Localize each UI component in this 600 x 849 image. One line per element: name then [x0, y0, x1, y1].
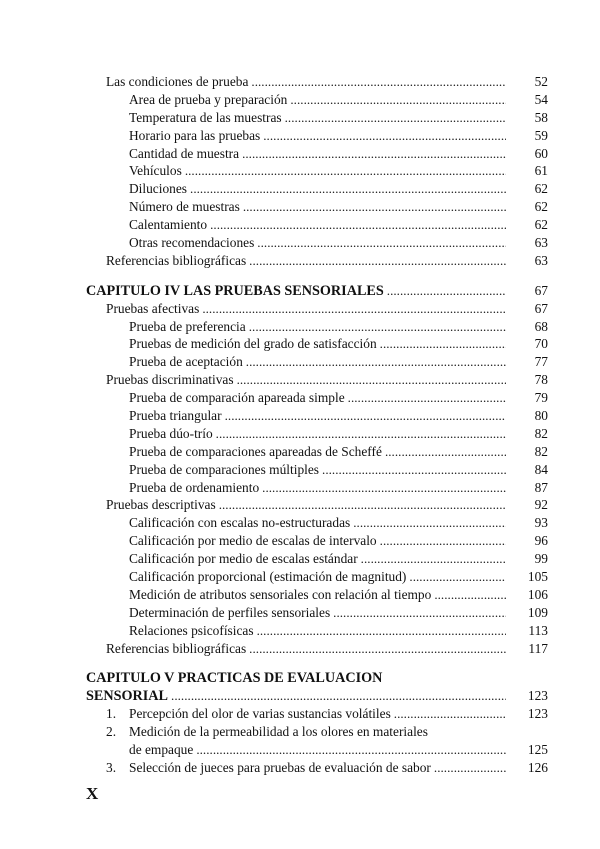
toc-entry-cont [86, 741, 548, 759]
toc-entry [86, 705, 548, 723]
dot-leader [210, 216, 506, 234]
toc-entry [86, 723, 548, 741]
dot-leader [249, 318, 506, 336]
page-number: 67 [534, 282, 548, 298]
chapter-title: CAPITULO V PRACTICAS DE EVALUACION [86, 669, 383, 686]
dot-leader [333, 604, 506, 622]
page-number: 78 [534, 372, 548, 388]
toc-entry-label-cont: de empaque [129, 742, 194, 758]
page-number: 61 [534, 163, 548, 179]
toc-entry [86, 335, 548, 353]
dot-leader [202, 300, 506, 318]
dot-leader [394, 705, 506, 723]
toc-entry [86, 180, 548, 198]
page-number: 99 [534, 551, 548, 567]
page-number: 62 [534, 217, 548, 233]
toc-entry-label: Relaciones psicofísicas [129, 622, 254, 638]
toc-entry-label: Las condiciones de prueba [106, 74, 249, 89]
dot-leader [171, 687, 506, 705]
dot-leader [434, 759, 506, 777]
dot-leader [237, 371, 506, 389]
dot-leader [219, 496, 506, 514]
toc-entry-label: Prueba de ordenamiento [129, 479, 260, 495]
toc-entry-label: Prueba dúo-trío [129, 425, 213, 441]
toc-entry-label: Pruebas de medición del grado de satisfacción [129, 336, 377, 352]
toc-entry [86, 162, 548, 180]
toc-entry-label: Prueba de comparaciones apareadas de Scheffé [129, 443, 382, 459]
toc-entry [86, 371, 548, 389]
toc-entry-label: Prueba de comparaciones múltiples [129, 461, 320, 477]
item-number: 2. [106, 724, 117, 740]
page-number: 117 [528, 640, 548, 656]
toc-entry [86, 198, 548, 216]
toc-entry-label: Pruebas afectivas [106, 300, 200, 316]
item-number: 3. [106, 759, 117, 775]
dot-leader [409, 568, 506, 586]
dot-leader [263, 127, 506, 145]
toc-entry-label: Vehículos [129, 163, 182, 179]
dot-leader [380, 335, 506, 353]
page-number: 60 [534, 145, 548, 161]
dot-leader [242, 145, 506, 163]
page-number: 79 [534, 390, 548, 406]
toc-entry [86, 353, 548, 371]
page-number: 52 [534, 74, 548, 89]
page-numeral: X [86, 784, 99, 803]
page-number: 63 [534, 235, 548, 251]
toc-entry [86, 586, 548, 604]
toc-entry-label: Area de prueba y preparación [129, 91, 288, 107]
toc-entry-label: Cantidad de muestra [129, 145, 240, 161]
toc-entry [86, 568, 548, 586]
page-number: 109 [527, 604, 548, 620]
toc-entry [86, 109, 548, 127]
page-number: 125 [527, 742, 548, 758]
toc-entry-label: Calificación por medio de escalas de intervalo [129, 533, 377, 549]
dot-leader [348, 389, 506, 407]
dot-leader [249, 640, 506, 658]
toc-entry [86, 604, 548, 622]
toc-entry [86, 496, 548, 514]
toc-entry-label: Prueba triangular [129, 408, 222, 424]
dot-leader [185, 162, 506, 180]
page-number: 67 [534, 300, 548, 316]
page-number: 87 [534, 479, 548, 495]
toc-entry-label: Número de muestras [129, 199, 240, 215]
toc-entry-label: Calificación por medio de escalas estándar [129, 551, 358, 567]
page-number: 59 [534, 127, 548, 143]
toc-entry-label: Prueba de comparación apareada simple [129, 390, 345, 406]
item-number: 1. [106, 706, 117, 722]
page-number: 106 [527, 586, 548, 602]
page-number: 62 [534, 199, 548, 215]
toc-entry [86, 514, 548, 532]
dot-leader [361, 550, 506, 568]
toc-entry-label: Determinación de perfiles sensoriales [129, 604, 331, 620]
toc-entry-label: Calentamiento [129, 217, 208, 233]
toc-entry-label: Otras recomendaciones [129, 235, 255, 251]
toc-entry-label: Medición de atributos sensoriales con relación al tiempo [129, 586, 432, 602]
toc-entry [86, 550, 548, 568]
toc-entry [86, 443, 548, 461]
toc-entry-label: Percepción del olor de varias sustancias volátiles [129, 706, 391, 722]
page-number: 113 [528, 622, 548, 638]
dot-leader [257, 622, 506, 640]
page-number: 58 [534, 109, 548, 125]
page-number: 68 [534, 318, 548, 334]
toc-entry [86, 425, 548, 443]
toc-entry [86, 127, 548, 145]
toc-entry [86, 73, 548, 91]
dot-leader [249, 252, 506, 270]
page-number: 126 [527, 759, 548, 775]
dot-leader [216, 425, 506, 443]
dot-leader [290, 91, 506, 109]
toc-entry [86, 91, 548, 109]
page-number: 93 [534, 515, 548, 531]
toc-entry [86, 145, 548, 163]
toc-entry [86, 622, 548, 640]
dot-leader [322, 461, 506, 479]
dot-leader [251, 73, 506, 91]
toc-entry [86, 532, 548, 550]
page-number: 80 [534, 408, 548, 424]
toc-entry-label: Medición de la permeabilidad a los olores en materiales [129, 724, 428, 740]
toc-entry-label: Pruebas discriminativas [106, 372, 234, 388]
dot-leader [196, 741, 506, 759]
toc-entry-label: Pruebas descriptivas [106, 497, 216, 513]
chapter-title-cont: SENSORIAL [86, 688, 169, 705]
page-number: 82 [534, 443, 548, 459]
page-number: 84 [534, 461, 548, 477]
dot-leader [353, 514, 506, 532]
page-number: 105 [527, 569, 548, 585]
page-number: 123 [527, 688, 548, 704]
page-number: 123 [527, 706, 548, 722]
dot-leader [285, 109, 506, 127]
toc-entry-label: Referencias bibliográficas [106, 252, 247, 268]
dot-leader [257, 234, 506, 252]
dot-leader [380, 532, 506, 550]
table-of-contents [86, 73, 548, 777]
dot-leader [385, 443, 506, 461]
page-number: 96 [534, 533, 548, 549]
chapter-heading [86, 282, 548, 300]
toc-entry-label: Referencias bibliográficas [106, 640, 247, 656]
toc-entry [86, 216, 548, 234]
page-number: 92 [534, 497, 548, 513]
toc-entry-label: Diluciones [129, 181, 188, 197]
toc-entry [86, 461, 548, 479]
toc-entry [86, 407, 548, 425]
toc-entry [86, 234, 548, 252]
dot-leader [434, 586, 506, 604]
page-number: 63 [534, 252, 548, 268]
dot-leader [387, 282, 506, 300]
toc-entry-label: Horario para las pruebas [129, 127, 261, 143]
dot-leader [243, 198, 506, 216]
toc-entry [86, 640, 548, 658]
toc-entry [86, 318, 548, 336]
dot-leader [225, 407, 506, 425]
page-number: 70 [534, 336, 548, 352]
toc-entry [86, 300, 548, 318]
toc-entry [86, 252, 548, 270]
toc-entry-label: Prueba de preferencia [129, 318, 246, 334]
toc-entry-label: Calificación proporcional (estimación de magnitud) [129, 569, 407, 585]
page-number: 82 [534, 425, 548, 441]
chapter-heading [86, 670, 548, 688]
dot-leader [262, 479, 506, 497]
toc-entry-label: Selección de jueces para pruebas de evaluación de sabor [129, 759, 431, 775]
chapter-title: CAPITULO IV LAS PRUEBAS SENSORIALES [86, 282, 384, 299]
page-number: 54 [534, 91, 548, 107]
toc-entry-label: Calificación con escalas no-estructuradas [129, 515, 351, 531]
page-number: 62 [534, 181, 548, 197]
toc-entry [86, 479, 548, 497]
toc-entry-label: Temperatura de las muestras [129, 109, 282, 125]
toc-entry [86, 389, 548, 407]
dot-leader [190, 180, 506, 198]
dot-leader [246, 353, 506, 371]
chapter-heading-cont [86, 687, 548, 705]
toc-entry [86, 759, 548, 777]
page-number: 77 [534, 354, 548, 370]
toc-entry-label: Prueba de aceptación [129, 354, 243, 370]
